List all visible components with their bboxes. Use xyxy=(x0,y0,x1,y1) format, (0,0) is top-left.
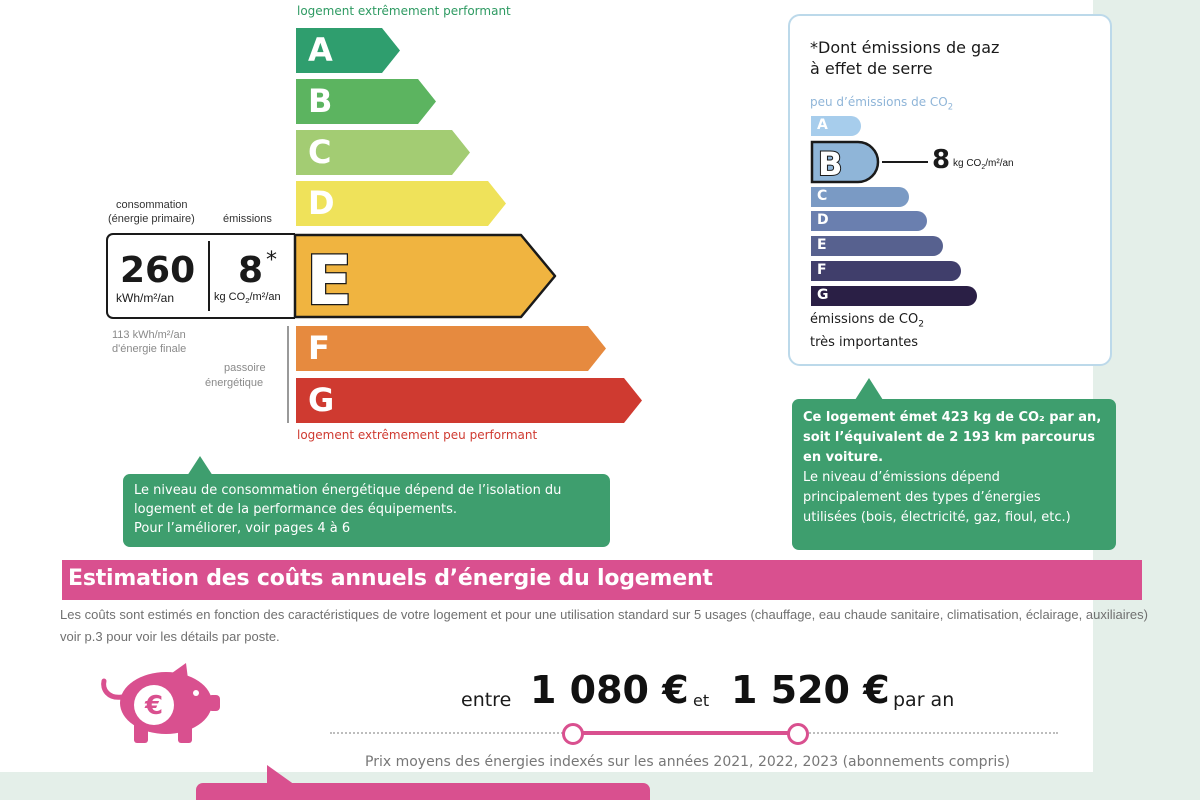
cost-range-fill xyxy=(572,731,798,735)
ges-bottom-caption-line-1: émissions de $CO_2$ xyxy=(810,312,925,330)
ges-bar-e-letter: E xyxy=(817,237,827,253)
ges-bar-b xyxy=(810,140,882,184)
scale-bottom-caption: logement extrêmement peu performant xyxy=(297,428,538,442)
ges-bar-g-shape xyxy=(811,286,977,306)
cost-max-value: 1 520 € xyxy=(731,668,890,712)
ges-title-line-1: *Dont émissions de gaz xyxy=(810,38,1000,57)
ges-top-caption: peu d’émissions de $CO_2$ xyxy=(810,95,954,112)
ges-bar-f-letter: F xyxy=(817,262,827,278)
current-rating-divider xyxy=(208,241,210,311)
ges-bubble-line-4: Le niveau d’émissions dépend xyxy=(803,470,1000,485)
ges-bubble-pointer xyxy=(855,378,883,400)
consumption-label-2: (énergie primaire) xyxy=(108,213,195,225)
energy-bar-e xyxy=(293,233,559,319)
energy-bar-g-letter: G xyxy=(308,381,335,419)
ges-bar-e xyxy=(811,236,943,256)
piggy-bank-icon xyxy=(98,663,222,745)
energy-bar-a-letter: A xyxy=(308,31,333,69)
cost-price-note: Prix moyens des énergies indexés sur les années 2021, 2022, 2023 (abonnements compris) xyxy=(365,754,1010,770)
ges-title xyxy=(810,37,999,79)
energy-bar-d-letter: D xyxy=(308,184,335,222)
emissions-star: * xyxy=(266,248,277,273)
energy-bar-f xyxy=(296,326,608,371)
cost-word-per-year: par an xyxy=(893,689,955,711)
energy-bubble-line-3: Pour l’améliorer, voir pages 4 à 6 xyxy=(134,521,351,536)
ges-bubble-line-2: soit l’équivalent de 2 193 km parcourus xyxy=(803,430,1095,445)
energy-bar-g xyxy=(296,378,644,423)
energy-bar-g-shape xyxy=(296,378,642,423)
consumption-value: 260 xyxy=(120,250,196,291)
energy-bubble-line-1: Le niveau de consommation énergétique dépend de l’isolation du xyxy=(134,483,562,498)
energy-bar-e-letter: E xyxy=(306,242,353,319)
ges-bottom-caption xyxy=(810,311,924,351)
emissions-value: 8 xyxy=(238,250,264,291)
ges-bar-f-shape xyxy=(811,261,961,281)
cost-word-and: et xyxy=(693,691,710,710)
ges-bar-g xyxy=(811,286,977,306)
consumption-label-1: consommation xyxy=(116,199,188,211)
energy-bubble-pointer xyxy=(187,456,213,476)
ges-bar-c-letter: C xyxy=(817,188,828,204)
ges-bar-d-letter: D xyxy=(817,212,829,228)
cost-description: Les coûts sont estimés en fonction des caractéristiques de votre logement et pour une utilisation standard sur 5 usages (chauffage, eau chaude sanitaire, climatisation, éclairage, auxiliaires) voir p.3 pour voir les détails par poste. xyxy=(60,607,1148,644)
ges-bar-b-letter: B xyxy=(818,145,843,183)
ges-info-bubble xyxy=(792,399,1116,550)
cost-bubble-pointer xyxy=(267,765,295,785)
energy-bar-f-shape xyxy=(296,326,606,371)
piggy-bank-euro-symbol: € xyxy=(144,691,164,721)
consumption-unit: kWh/m²/an xyxy=(116,291,175,305)
ges-bubble-line-1: Ce logement émet 423 kg de CO₂ par an, xyxy=(803,410,1102,425)
passoire-label-1: passoire xyxy=(224,362,266,374)
ges-bar-g-letter: G xyxy=(817,287,829,303)
ges-value: 8 xyxy=(932,145,951,175)
energy-bar-c-letter: C xyxy=(308,133,332,171)
ges-bar-f xyxy=(811,261,961,281)
ges-bar-e-shape xyxy=(811,236,943,256)
cost-range-max-handle xyxy=(787,723,809,745)
cost-min-value: 1 080 € xyxy=(530,668,689,712)
energy-bar-f-letter: F xyxy=(308,329,330,367)
cost-section-banner xyxy=(62,560,1142,600)
final-energy-1: 113 kWh/m²/an xyxy=(112,329,186,341)
energy-bubble-line-2: logement et de la performance des équipements. xyxy=(134,502,458,517)
ges-value-unit: kg $CO_2/m^2/an$ xyxy=(953,158,1014,171)
ges-bubble-line-3: en voiture. xyxy=(803,450,884,465)
cost-section-title: Estimation des coûts annuels d’énergie du logement xyxy=(68,566,713,591)
energy-info-bubble xyxy=(123,474,610,547)
cost-info-bubble xyxy=(196,783,650,800)
emissions-label: émissions xyxy=(223,213,272,225)
ges-value-line xyxy=(882,161,928,163)
cost-range-min-handle xyxy=(562,723,584,745)
ges-bubble-line-5: principalement des types d’énergies xyxy=(803,490,1041,505)
final-energy-2: d'énergie finale xyxy=(112,343,187,355)
scale-top-caption: logement extrêmement performant xyxy=(297,4,511,18)
energy-bar-b-letter: B xyxy=(308,82,333,120)
cost-word-between: entre xyxy=(461,689,512,711)
passoire-label-2: énergétique xyxy=(205,377,264,389)
ges-bar-a-letter: A xyxy=(817,117,828,133)
ges-bubble-line-6: utilisées (bois, électricité, gaz, fioul, etc.) xyxy=(803,510,1071,525)
ges-title-line-2: à effet de serre xyxy=(810,59,933,78)
passoire-bracket xyxy=(287,326,289,423)
ges-bottom-caption-line-2: très importantes xyxy=(810,334,919,350)
emissions-unit: kg $CO_2/m^2/an$ xyxy=(214,291,281,306)
